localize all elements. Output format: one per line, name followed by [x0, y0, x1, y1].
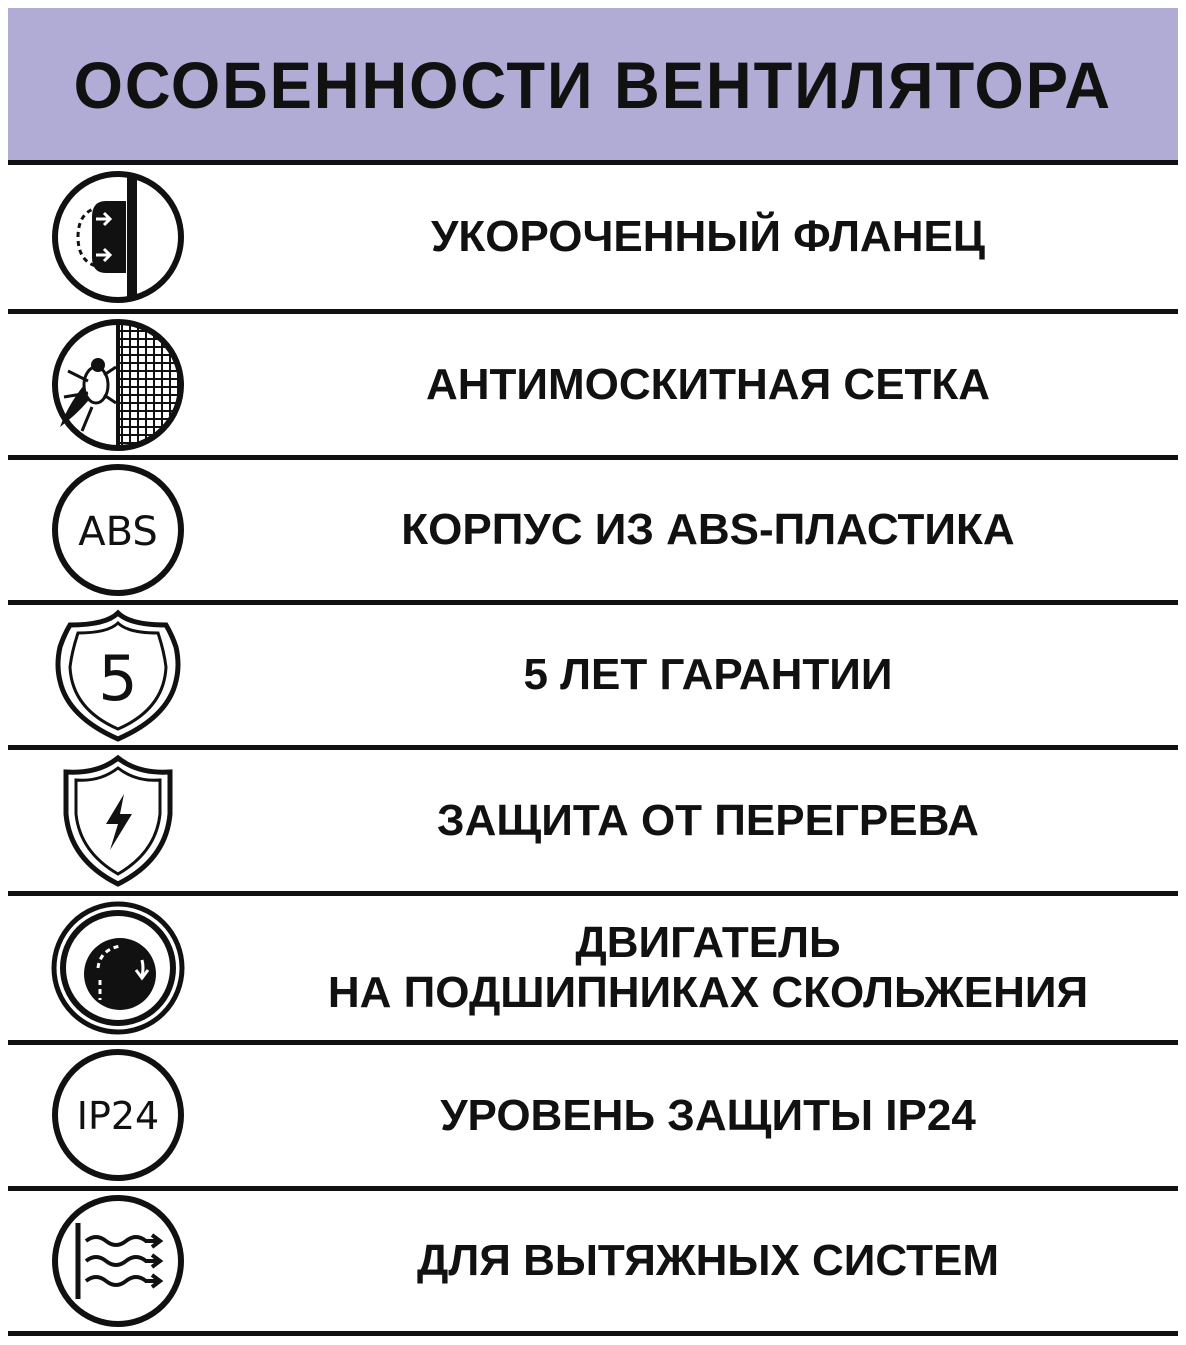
- feature-label: 5 ЛЕТ ГАРАНТИИ: [523, 650, 893, 699]
- feature-row-motor: [8, 896, 1178, 1040]
- warranty-shield-icon: [48, 605, 188, 745]
- page-title: ОСОБЕННОСТИ ВЕНТИЛЯТОРА: [73, 48, 1113, 122]
- short-flange-icon: [48, 167, 188, 307]
- feature-label-line1: ДВИГАТЕЛЬ: [575, 918, 841, 967]
- feature-label: КОРПУС ИЗ ABS-ПЛАСТИКА: [401, 505, 1015, 554]
- abs-icon: [48, 460, 188, 600]
- feature-label-two-line: [258, 918, 1158, 1018]
- feature-label: ЗАЩИТА ОТ ПЕРЕГРЕВА: [437, 796, 979, 845]
- feature-label: УРОВЕНЬ ЗАЩИТЫ IP24: [440, 1091, 976, 1140]
- ip24-icon: [48, 1045, 188, 1185]
- feature-row-mosquito-net: [8, 314, 1178, 455]
- divider: [8, 1331, 1178, 1336]
- feature-label-line2: НА ПОДШИПНИКАХ СКОЛЬЖЕНИЯ: [327, 968, 1089, 1017]
- feature-row-overheat: [8, 750, 1178, 891]
- feature-label: ДЛЯ ВЫТЯЖНЫХ СИСТЕМ: [417, 1236, 999, 1285]
- feature-row-abs: [8, 460, 1178, 600]
- feature-label: АНТИМОСКИТНАЯ СЕТКА: [425, 360, 991, 409]
- feature-row-warranty: [8, 605, 1178, 745]
- mosquito-net-icon: [48, 315, 188, 455]
- motor-bearing-icon: [48, 898, 188, 1038]
- header-banner: [8, 8, 1178, 162]
- feature-row-ip24: [8, 1045, 1178, 1186]
- feature-row-exhaust: [8, 1191, 1178, 1331]
- feature-label: УКОРОЧЕННЫЙ ФЛАНЕЦ: [431, 212, 985, 261]
- ip24-icon-text: IP24: [76, 1094, 160, 1138]
- warranty-icon-text: 5: [98, 642, 138, 715]
- feature-row-short-flange: [8, 165, 1178, 309]
- abs-icon-text: ABS: [78, 509, 158, 555]
- exhaust-system-icon: [48, 1191, 188, 1331]
- overheat-shield-icon: [48, 750, 188, 890]
